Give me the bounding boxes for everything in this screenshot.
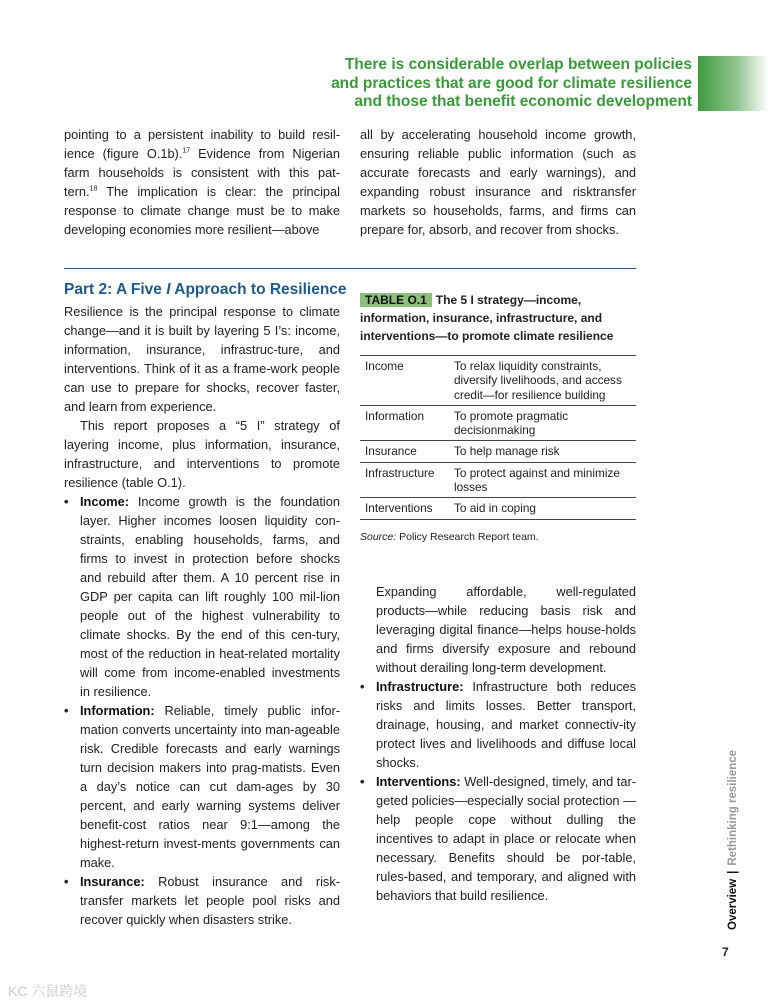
watermark-logo: KC 六鼠跨境 (8, 983, 88, 999)
table-row (360, 441, 636, 462)
table-cell-purpose: To relax liquidity constraints, diversify livelihoods, and access credit—for resilience building (449, 356, 636, 406)
top-left-text-1: pointing to a persistent inability to build resil- ience (figure O.1b). (64, 127, 340, 161)
top-left-paragraph (64, 125, 340, 239)
table-source (360, 531, 539, 543)
bullet-interventions (360, 772, 636, 905)
sidebar-subtitle: Rethinking resilience (727, 749, 739, 866)
bullet-infrastructure-text: Infrastructure both reduces risks and limits losses. Better transport, drainage, housing, and market connectiv-ity protect lives and livelihoods and diffuse local shocks. (376, 679, 636, 770)
five-i-strategy-table (360, 355, 636, 520)
bullet-insurance (64, 872, 340, 929)
table-caption-text: The 5 I strategy—income, information, insurance, infrastructure, and interventions—to promote climate resilience (360, 293, 614, 343)
footnote-ref-17[interactable]: 17 (182, 147, 191, 155)
sidebar-separator: | (727, 870, 739, 874)
table-row (360, 498, 636, 519)
sidebar-text (727, 750, 739, 930)
section-divider (64, 268, 636, 269)
table-row (360, 405, 636, 441)
pull-quote-line-2: and practices that are good for climate resilience (331, 74, 692, 92)
bullet-insurance-text: Robust insurance and risk-transfer markets let people pool risks and recover quickly when disasters strike. (80, 874, 340, 927)
bullet-income (64, 492, 340, 701)
table-row (360, 356, 636, 406)
bullet-information-text: Reliable, timely public infor-mation converts uncertainty into man-ageable risk. Credible forecasts and early warnings turn decision makers into prag-matists. Even a day’s notice can cut dam-ages by 30 percent, and early warning systems deliver benefit-cost ratios near 9:1—among the highest-return invest-ments governments can make. (80, 703, 340, 870)
table-cell-category: Income (360, 356, 449, 406)
part-2-heading-prefix: Part 2: A Five (64, 281, 167, 298)
top-left-column (64, 125, 340, 239)
page-number: 7 (722, 945, 729, 959)
bullet-dot-icon: • (64, 494, 69, 509)
right-body-column (360, 582, 636, 905)
bullet-information (64, 701, 340, 872)
green-accent-bar (698, 56, 768, 111)
bullet-interventions-text: Well-designed, timely, and tar-geted policies—especially social protection —help people cope without dulling the incentives to adapt in place or relocate when necessary. Benefits should be por-table, rules-based, and temporary, and aligned with behaviors that build resilience. (376, 774, 636, 903)
table-cell-purpose: To aid in coping (449, 498, 636, 519)
five-i-bullet-list (64, 492, 340, 929)
part-2-heading-suffix: Approach to Resilience (170, 281, 347, 298)
table-cell-purpose: To help manage risk (449, 441, 636, 462)
table-badge: TABLE O.1 (360, 293, 432, 307)
top-right-column (360, 125, 636, 239)
top-right-paragraph: all by accelerating household income growth, ensuring reliable public information (such as accurate forecasts and early warnings), and expanding robust insurance and risktransfer markets so households, farms, and firms can prepare for, absorb, and recover from shocks. (360, 127, 636, 237)
part-2-heading (64, 281, 347, 299)
bullet-income-text: Income growth is the foundation layer. Higher incomes loosen liquidity con-straints, enabling households, farms, and firms to invest in protection before shocks and rebuild after them. A 10 percent rise in GDP per capita can lift roughly 100 mil-lion people out of the highest vulnerability to climate shocks. By the end of this cen-tury, most of the reduction in heat-related mortality will come from income-enabled investments in resilience. (80, 494, 340, 699)
table-cell-purpose: To protect against and minimize losses (449, 462, 636, 498)
pull-quote-line-3: and those that benefit economic development (354, 93, 692, 110)
bullet-information-label: Information: (80, 703, 155, 718)
table-cell-purpose: To promote pragmatic decisionmaking (449, 405, 636, 441)
table-row (360, 462, 636, 498)
top-left-text-2: Evidence from Nigerian farm households is consistent with this pat-tern. (64, 146, 340, 199)
pull-quote-line-1: There is considerable overlap between policies (344, 56, 692, 73)
table-caption (360, 291, 636, 345)
part-2-paragraph-1: Resilience is the principal response to climate change—and it is built by layering 5 I’s: income, information, insurance, infrastruc-ture, and interventions. Think of it as a frame-work people can use to prepare for shocks, recover faster, and learn from experience. (64, 304, 340, 414)
table-source-label: Source: (360, 531, 397, 543)
five-i-bullet-list-continued (360, 677, 636, 905)
table-cell-category: Infrastructure (360, 462, 449, 498)
bullet-infrastructure (360, 677, 636, 772)
table-cell-category: Insurance (360, 441, 449, 462)
footnote-ref-18[interactable]: 18 (89, 185, 98, 193)
pull-quote (172, 56, 692, 112)
bullet-dot-icon: • (64, 874, 69, 889)
part-2-paragraph-2: This report proposes a “5 I” strategy of layering income, plus information, insurance, infrastructure, and interventions to promote resilience (table O.1). (64, 418, 340, 490)
bullet-insurance-continued: Expanding affordable, well-regulated products—while reducing basis risk and leveraging digital finance—helps house-holds and firms diversify exposure and rebound without derailing long-term development. (376, 584, 636, 675)
bullet-dot-icon: • (360, 679, 365, 694)
bullet-dot-icon: • (64, 703, 69, 718)
running-sidebar (705, 745, 749, 930)
bullet-insurance-label: Insurance: (80, 874, 145, 889)
left-body-column (64, 302, 340, 929)
table-cell-category: Interventions (360, 498, 449, 519)
bullet-infrastructure-label: Infrastructure: (376, 679, 464, 694)
sidebar-section: Overview (727, 878, 739, 930)
bullet-dot-icon: • (360, 774, 365, 789)
top-left-text-3: The implication is clear: the principal response to climate change must be to make developing economies more resilient—above (64, 184, 340, 237)
bullet-interventions-label: Interventions: (376, 774, 461, 789)
part-2-heading-italic: I (166, 281, 171, 298)
bullet-income-label: Income: (80, 494, 130, 509)
table-source-text: Policy Research Report team. (396, 531, 539, 543)
table-cell-category: Information (360, 405, 449, 441)
